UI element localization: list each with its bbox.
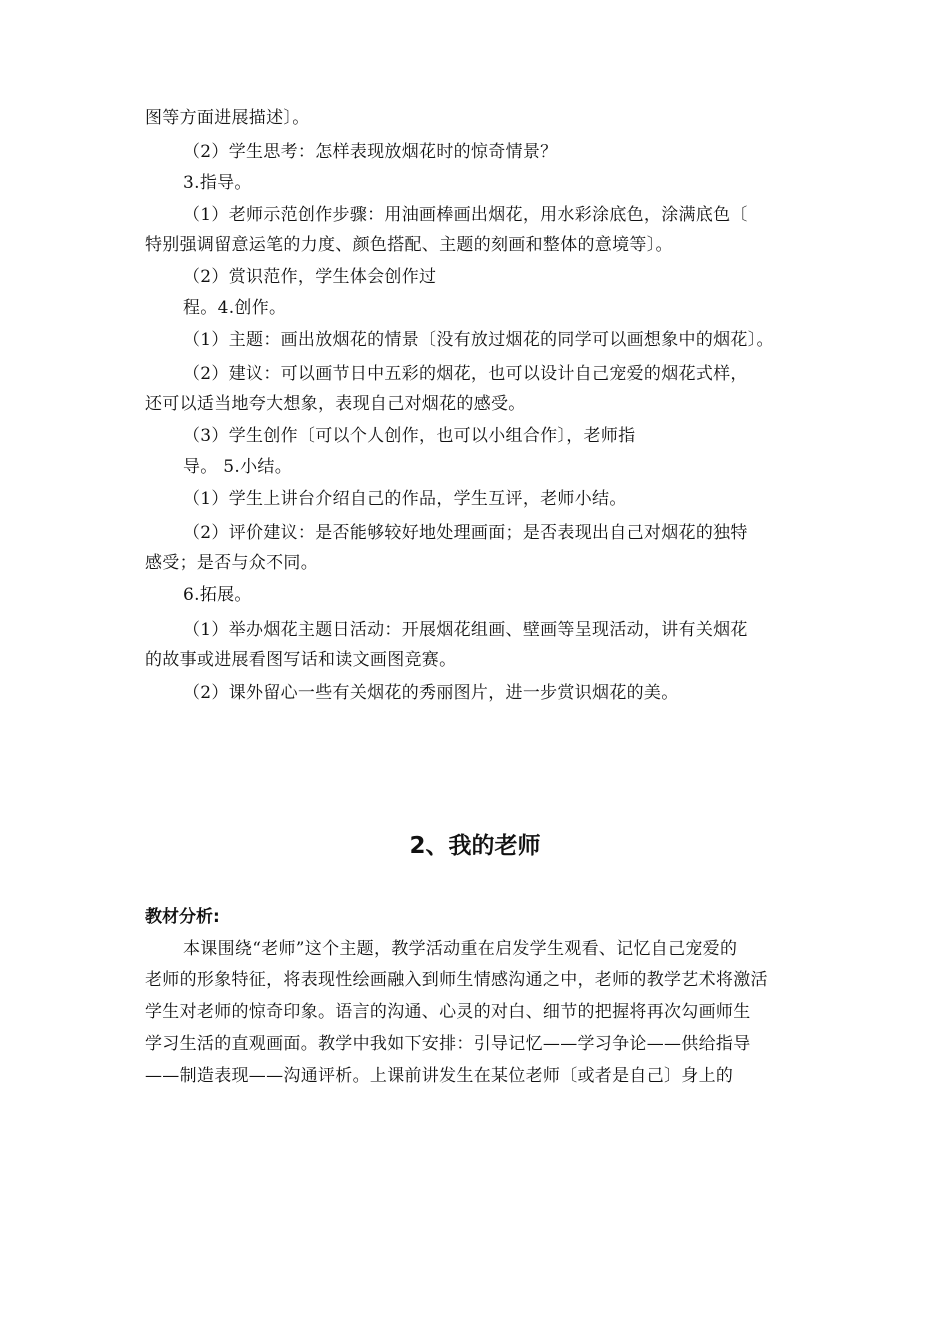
text-line: （1）学生上讲台介绍自己的作品，学生互评，老师小结。: [183, 489, 627, 509]
text-line: （2）评价建议：是否能够较好地处理画面；是否表现出自己对烟花的独特: [183, 523, 748, 543]
lesson-title: 2、我的老师: [409, 833, 541, 859]
text-line: 还可以适当地夸大想象，表现自己对烟花的感受。: [145, 394, 526, 414]
text-line: （2）赏识范作，学生体会创作过: [183, 267, 437, 287]
text-line: （2）学生思考：怎样表现放烟花时的惊奇情景？: [183, 142, 558, 162]
text-line: （1）举办烟花主题日活动：开展烟花组画、壁画等呈现活动，讲有关烟花: [183, 620, 748, 640]
text-line: 老师的形象特征，将表现性绘画融入到师生情感沟通之中，老师的教学艺术将激活: [145, 970, 768, 990]
text-line: 特别强调留意运笔的力度、颜色搭配、主题的刻画和整体的意境等〕。: [145, 235, 673, 255]
text-line: 导。 5.小结。: [183, 457, 293, 477]
text-line: 感受；是否与众不同。: [145, 553, 318, 573]
text-line: （2）建议：可以画节日中五彩的烟花，也可以设计自己宠爱的烟花式样，: [183, 364, 748, 384]
text-line: ——制造表现——沟通评析。上课前讲发生在某位老师〔或者是自己〕身上的: [145, 1066, 734, 1086]
text-line: （1）主题：画出放烟花的情景〔没有放过烟花的同学可以画想象中的烟花〕。: [183, 330, 774, 350]
step-heading: 6.拓展。: [183, 585, 252, 605]
step-heading: 3.指导。: [183, 173, 252, 193]
text-line: 图等方面进展描述〕。: [145, 108, 310, 128]
text-line: 学生对老师的惊奇印象。语言的沟通、心灵的对白、细节的把握将再次勾画师生: [145, 1002, 751, 1022]
text-line: （1）老师示范创作步骤：用油画棒画出烟花，用水彩涂底色，涂满底色〔: [183, 205, 748, 225]
text-line: 程。4.创作。: [183, 298, 287, 318]
section-heading: 教材分析:: [145, 907, 220, 927]
text-line: 的故事或进展看图写话和读文画图竞赛。: [145, 650, 457, 670]
text-line: （2）课外留心一些有关烟花的秀丽图片，进一步赏识烟花的美。: [183, 683, 679, 703]
text-line: 学习生活的直观画面。教学中我如下安排：引导记忆——学习争论——供给指导: [145, 1034, 751, 1054]
text-line: （3）学生创作〔可以个人创作，也可以小组合作〕，老师指: [183, 426, 636, 446]
text-line: 本课围绕“老师”这个主题，教学活动重在启发学生观看、记忆自己宠爱的: [183, 939, 738, 959]
